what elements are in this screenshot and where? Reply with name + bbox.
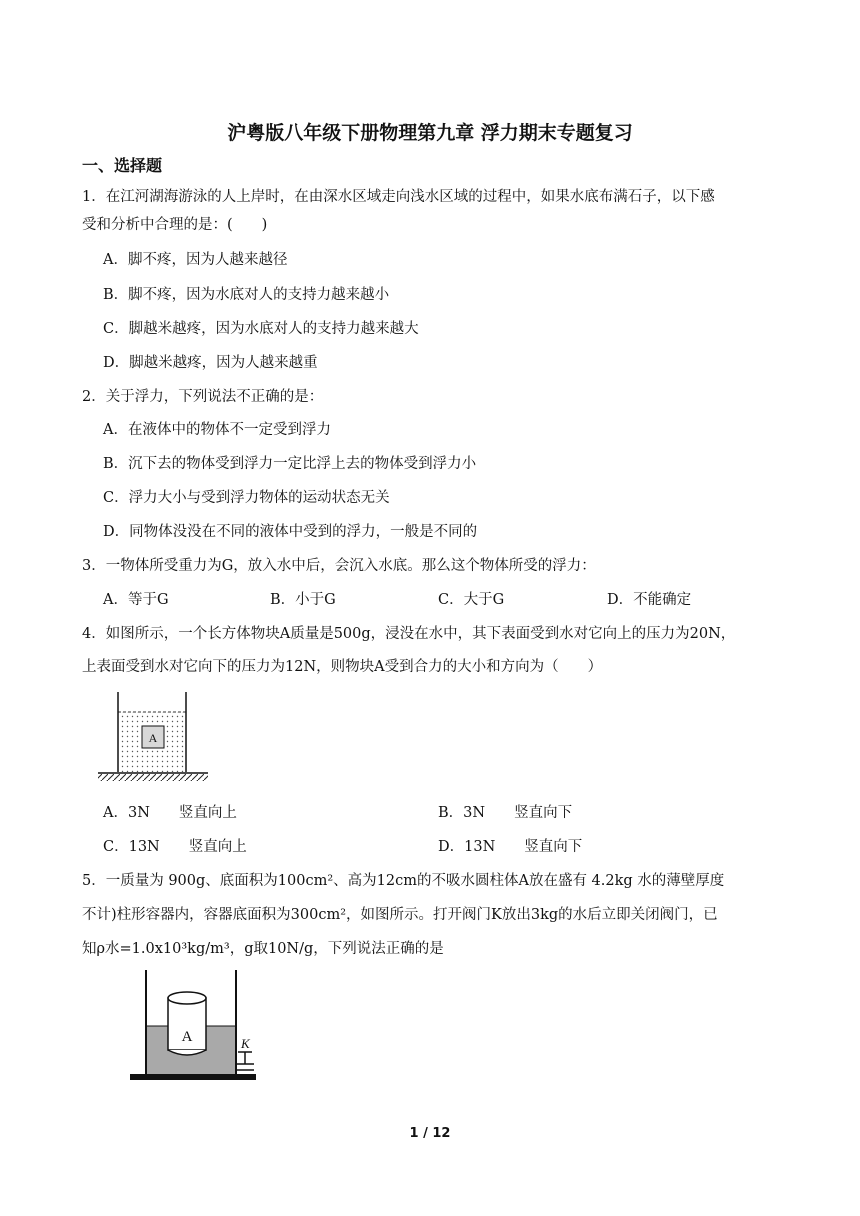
question-3-option-c: C．大于G [438,592,505,608]
question-2-option-c: C．浮力大小与受到浮力物体的运动状态无关 [103,490,390,506]
question-1-text-cont: 受和分析中合理的是：( ) [82,217,268,233]
question-4-figure [96,690,212,785]
page-title: 沪粤版八年级下册物理第九章 浮力期末专题复习 [227,122,633,144]
section-heading: 一、选择题 [82,156,163,175]
question-2-option-b: B．沉下去的物体受到浮力一定比浮上去的物体受到浮力小 [103,456,477,472]
question-1-option-d: D．脚越米越疼，因为人越来越重 [103,355,318,371]
question-2-option-d: D．同物体没没在不同的液体中受到的浮力，一般是不同的 [103,524,478,540]
question-3-option-d: D．不能确定 [607,592,692,608]
question-1-option-b: B．脚不疼，因为水底对人的支持力越来越小 [103,287,390,303]
question-1-option-c: C．脚越米越疼，因为水底对人的支持力越来越大 [103,321,419,337]
question-5-text-cont-2: 知ρ水=1.0x10³kg/m³，g取10N/g，下列说法正确的是 [82,941,444,957]
question-4-figure-block-label: A [148,731,158,745]
question-4-option-d: D．13N 竖直向下 [438,839,583,855]
page-number: 1 / 12 [409,1126,451,1141]
question-5-text: 5．一质量为 900g、底面积为100cm²、高为12cm的不吸水圆柱体A放在盛有 4.2kg 水的薄壁厚度 [82,873,725,889]
question-1-text: 1．在江河湖海游泳的人上岸时，在由深水区域走向浅水区域的过程中，如果水底布满石子，以下感 [82,189,715,205]
question-5-figure-cylinder-label: A [181,1029,193,1045]
question-3-text: 3．一物体所受重力为G，放入水中后，会沉入水底。那么这个物体所受的浮力： [82,558,596,574]
question-5-figure-valve-label: K [241,1036,250,1051]
question-3-option-b: B．小于G [270,592,336,608]
question-3-option-a: A．等于G [103,592,169,608]
question-1-option-a: A．脚不疼，因为人越来越径 [103,252,288,268]
question-4-option-a: A．3N 竖直向上 [103,805,237,821]
question-4-option-b: B．3N 竖直向下 [438,805,573,821]
question-4-text: 4．如图所示，一个长方体物块A质量是500g，浸没在水中，其下表面受到水对它向上的压力为20N， [82,626,736,642]
question-2-text: 2．关于浮力，下列说法不正确的是： [82,389,324,405]
question-2-option-a: A．在液体中的物体不一定受到浮力 [103,422,331,438]
question-4-text-cont: 上表面受到水对它向下的压力为12N，则物块A受到合力的大小和方向为（ ） [82,659,603,675]
question-5-figure [124,968,264,1083]
question-5-text-cont: 不计)柱形容器内，容器底面积为300cm²，如图所示。打开阀门K放出3kg的水后立即关闭阀门，已 [82,907,718,923]
question-4-option-c: C．13N 竖直向上 [103,839,247,855]
